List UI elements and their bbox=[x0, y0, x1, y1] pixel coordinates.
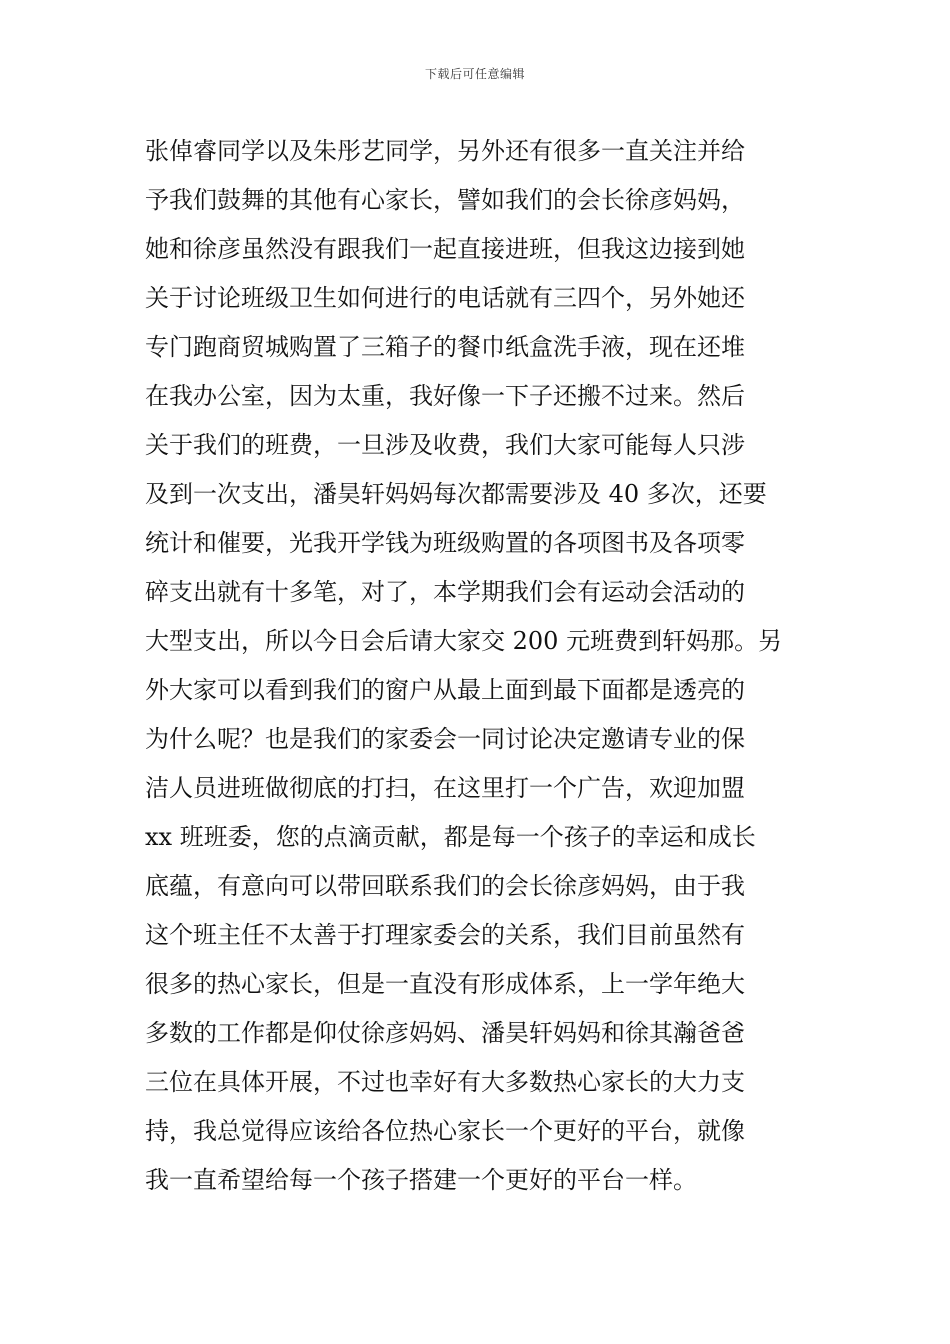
text-line: 碎支出就有十多笔，对了，本学期我们会有运动会活动的 bbox=[145, 578, 745, 606]
text-line: 外大家可以看到我们的窗户从最上面到最下面都是透亮的 bbox=[145, 676, 745, 704]
text-line: 持，我总觉得应该给各位热心家长一个更好的平台，就像 bbox=[145, 1117, 745, 1145]
text-line: 多数的工作都是仰仗徐彦妈妈、潘昊轩妈妈和徐其瀚爸爸 bbox=[145, 1019, 745, 1047]
text-line: 三位在具体开展，不过也幸好有大多数热心家长的大力支 bbox=[145, 1068, 745, 1096]
text-line: 予我们鼓舞的其他有心家长，譬如我们的会长徐彦妈妈， bbox=[145, 186, 745, 214]
text-line: 大型支出，所以今日会后请大家交 200 元班费到轩妈那。另 bbox=[145, 627, 783, 655]
text-line: 统计和催要，光我开学钱为班级购置的各项图书及各项零 bbox=[145, 529, 745, 557]
text-line: 在我办公室，因为太重，我好像一下子还搬不过来。然后 bbox=[145, 382, 745, 410]
text-line: xx 班班委，您的点滴贡献，都是每一个孩子的幸运和成长 bbox=[145, 823, 756, 851]
text-line: 专门跑商贸城购置了三箱子的餐巾纸盒洗手液，现在还堆 bbox=[145, 333, 745, 361]
text-line: 她和徐彦虽然没有跟我们一起直接进班，但我这边接到她 bbox=[145, 235, 745, 263]
text-line: 洁人员进班做彻底的打扫，在这里打一个广告，欢迎加盟 bbox=[145, 774, 745, 802]
text-line: 这个班主任不太善于打理家委会的关系，我们目前虽然有 bbox=[145, 921, 745, 949]
text-line: 底蕴，有意向可以带回联系我们的会长徐彦妈妈，由于我 bbox=[145, 872, 745, 900]
text-line: 及到一次支出，潘昊轩妈妈每次都需要涉及 40 多次，还要 bbox=[145, 480, 767, 508]
text-line: 关于我们的班费，一旦涉及收费，我们大家可能每人只涉 bbox=[145, 431, 745, 459]
text-line: 张倬睿同学以及朱彤艺同学，另外还有很多一直关注并给 bbox=[145, 137, 745, 165]
text-line: 很多的热心家长，但是一直没有形成体系，上一学年绝大 bbox=[145, 970, 745, 998]
body-paragraph bbox=[145, 127, 825, 1205]
text-line: 关于讨论班级卫生如何进行的电话就有三四个，另外她还 bbox=[145, 284, 745, 312]
text-line: 我一直希望给每一个孩子搭建一个更好的平台一样。 bbox=[145, 1166, 697, 1194]
page-header: 下载后可任意编辑 bbox=[424, 67, 525, 81]
text-line: 为什么呢？也是我们的家委会一同讨论决定邀请专业的保 bbox=[145, 725, 745, 753]
